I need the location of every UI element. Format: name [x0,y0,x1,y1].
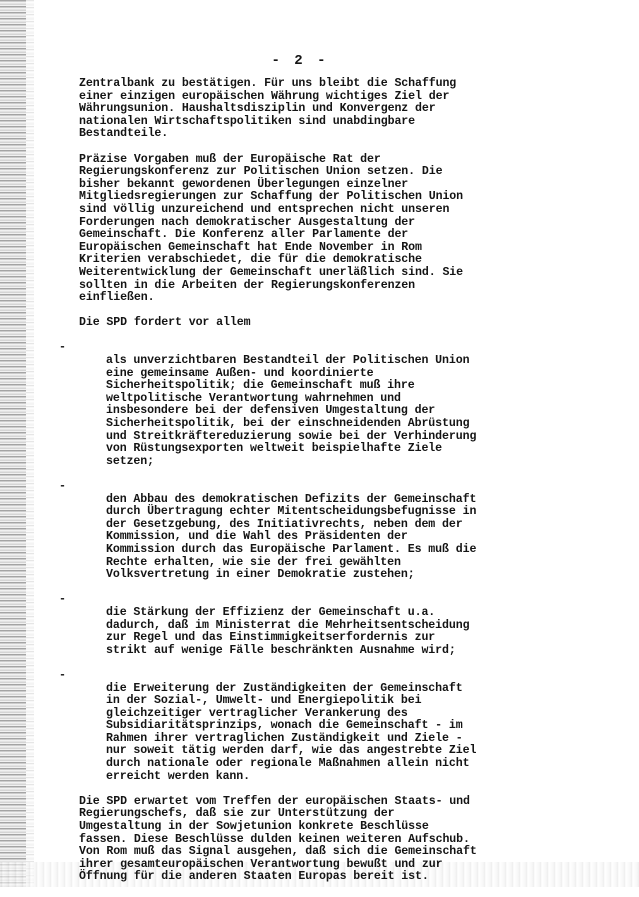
intro-paragraph: Zentralbank zu bestätigen. Für uns bleibt die Schaffung einer einzigen europäischen Währung wichtiges Ziel der Währungsunion. Haushaltsdisziplin und Konvergenz der nationalen Wirtschaftspolitiken sind unabdingbare Bestandteile. [79,77,457,141]
document-body [59,77,499,897]
list-item [59,668,499,783]
list-item [59,480,499,582]
demands-list [59,341,499,783]
scan-edge-artifact [0,0,26,887]
second-paragraph: Präzise Vorgaben muß der Europäische Rat der Regierungskonferenz zur Politischen Union setzen. Die bisher bekannt gewordenen Überlegungen einzelner Mitgliedsregierungen zur Schaffung der Politischen Union sind völlig unzureichend und entsprechen nicht unseren Forderungen nach demokratischer Ausgestaltung der Gemeinschaft. Die Konferenz aller Parlamente der Europäischen Gemeinschaft hat Ende November in Rom Kriterien verabschiedet, die für die demokratische Weiterentwicklung der Gemeinschaft unerläßlich sind. Sie sollten in die Arbeiten der Regierungskonferenzen einfließen. [79,152,464,305]
list-item-text: den Abbau des demokratischen Defizits der Gemeinschaft durch Übertragung echter Mitentscheidungsbefugnisse in der Gesetzgebung, des Initiativrechts, neben dem der Kommission, und die Wahl des Präsidenten der Kommission durch das Europäische Parlament. Es muß die Rechte erhalten, wie sie der frei gewählten Volksvertretung in einer Demokratie zustehen; [106,492,477,582]
bullet-dash: - [59,480,66,493]
list-item-text: die Stärkung der Effizienz der Gemeinschaft u.a. dadurch, daß im Ministerrat die Mehrheitsentscheidung zur Regel und das Einstimmigkeitserfordernis zur strikt auf wenige Fälle beschränkten Ausnahme wird; [106,605,470,657]
scan-edge-shadow [26,0,34,887]
list-item-text: die Erweiterung der Zuständigkeiten der Gemeinschaft in der Sozial-, Umwelt- und Energiepolitik bei gleichzeitiger vertraglicher Verankerung des Subsidiaritätsprinzips, wonach die Gemeinschaft - im Rahmen ihrer vertraglichen Zuständigkeit und Ziele - nur soweit tätig werden darf, wie das angestrebte Ziel durch nationale oder regionale Maßnahmen allein nicht erreicht werden kann. [106,681,477,783]
page-number: - 2 - [271,53,329,69]
closing-paragraph: Die SPD erwartet vom Treffen der europäischen Staats- und Regierungschefs, daß sie zur Unterstützung der Umgestaltung in der Sowjetunion konkrete Beschlüsse fassen. Diese Beschlüsse dulden keinen weiteren Aufschub. Von Rom muß das Signal ausgehen, daß sich die Gemeinschaft ihrer gesamteuropäischen Verantwortung bewußt und zur Öffnung für die anderen Staaten Europas bereit ist. [79,794,477,884]
bullet-dash: - [59,593,66,607]
bullet-dash: - [59,341,66,355]
bullet-dash: - [59,668,66,682]
list-item [59,593,499,657]
list-intro: Die SPD fordert vor allem [79,316,251,330]
list-item-text: als unverzichtbaren Bestandteil der Politischen Union eine gemeinsame Außen- und koordinierte Sicherheitspolitik; die Gemeinschaft muß ihre weltpolitische Verantwortung wahrnehmen und insbesondere bei der defensiven Umgestaltung der Sicherheitspolitik, bei der einschneidenden Abrüstung und Streitkräftereduzierung sowie bei der Verhinderung von Rüstungsexporten weltweit beispielhafte Ziele setzen; [106,354,477,468]
list-item [59,341,499,468]
